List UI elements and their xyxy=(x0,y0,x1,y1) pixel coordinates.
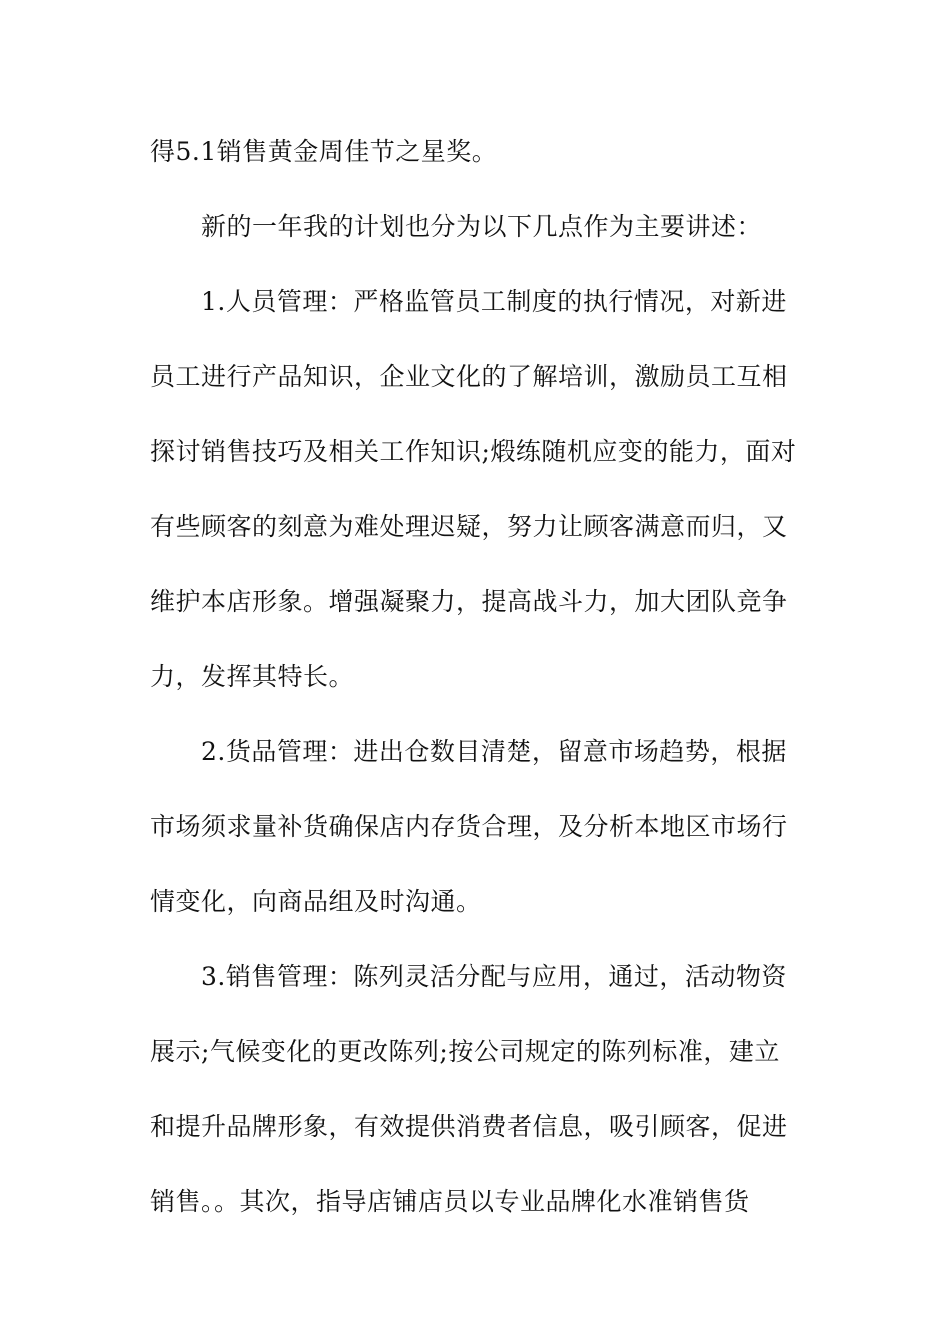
paragraph-line: 员工进行产品知识，企业文化的了解培训，激励员工互相 xyxy=(150,362,788,391)
paragraph-line: 市场须求量补货确保店内存货合理，及分析本地区市场行 xyxy=(150,812,788,841)
paragraph-line: 力，发挥其特长。 xyxy=(150,662,355,691)
paragraph-line: 销售。。其次，指导店铺店员以专业品牌化水准销售货 xyxy=(150,1187,750,1216)
paragraph-line: 展示;气候变化的更改陈列;按公司规定的陈列标准，建立 xyxy=(150,1037,780,1066)
paragraph-line: 2.货品管理：进出仓数目清楚，留意市场趋势，根据 xyxy=(201,737,787,766)
paragraph-line: 新的一年我的计划也分为以下几点作为主要讲述： xyxy=(201,212,763,241)
paragraph-line: 和提升品牌形象，有效提供消费者信息，吸引顾客，促进 xyxy=(150,1112,788,1141)
paragraph-line: 1.人员管理：严格监管员工制度的执行情况，对新进 xyxy=(201,287,787,316)
paragraph-line: 3.销售管理：陈列灵活分配与应用，通过，活动物资 xyxy=(201,962,787,991)
paragraph-line: 维护本店形象。增强凝聚力，提高战斗力，加大团队竞争 xyxy=(150,587,788,616)
paragraph-line: 得5.1销售黄金周佳节之星奖。 xyxy=(150,137,498,166)
paragraph-line: 探讨销售技巧及相关工作知识;煅练随机应变的能力，面对 xyxy=(150,437,797,466)
paragraph-line: 情变化，向商品组及时沟通。 xyxy=(150,887,482,916)
paragraph-line: 有些顾客的刻意为难处理迟疑，努力让顾客满意而归，又 xyxy=(150,512,788,541)
